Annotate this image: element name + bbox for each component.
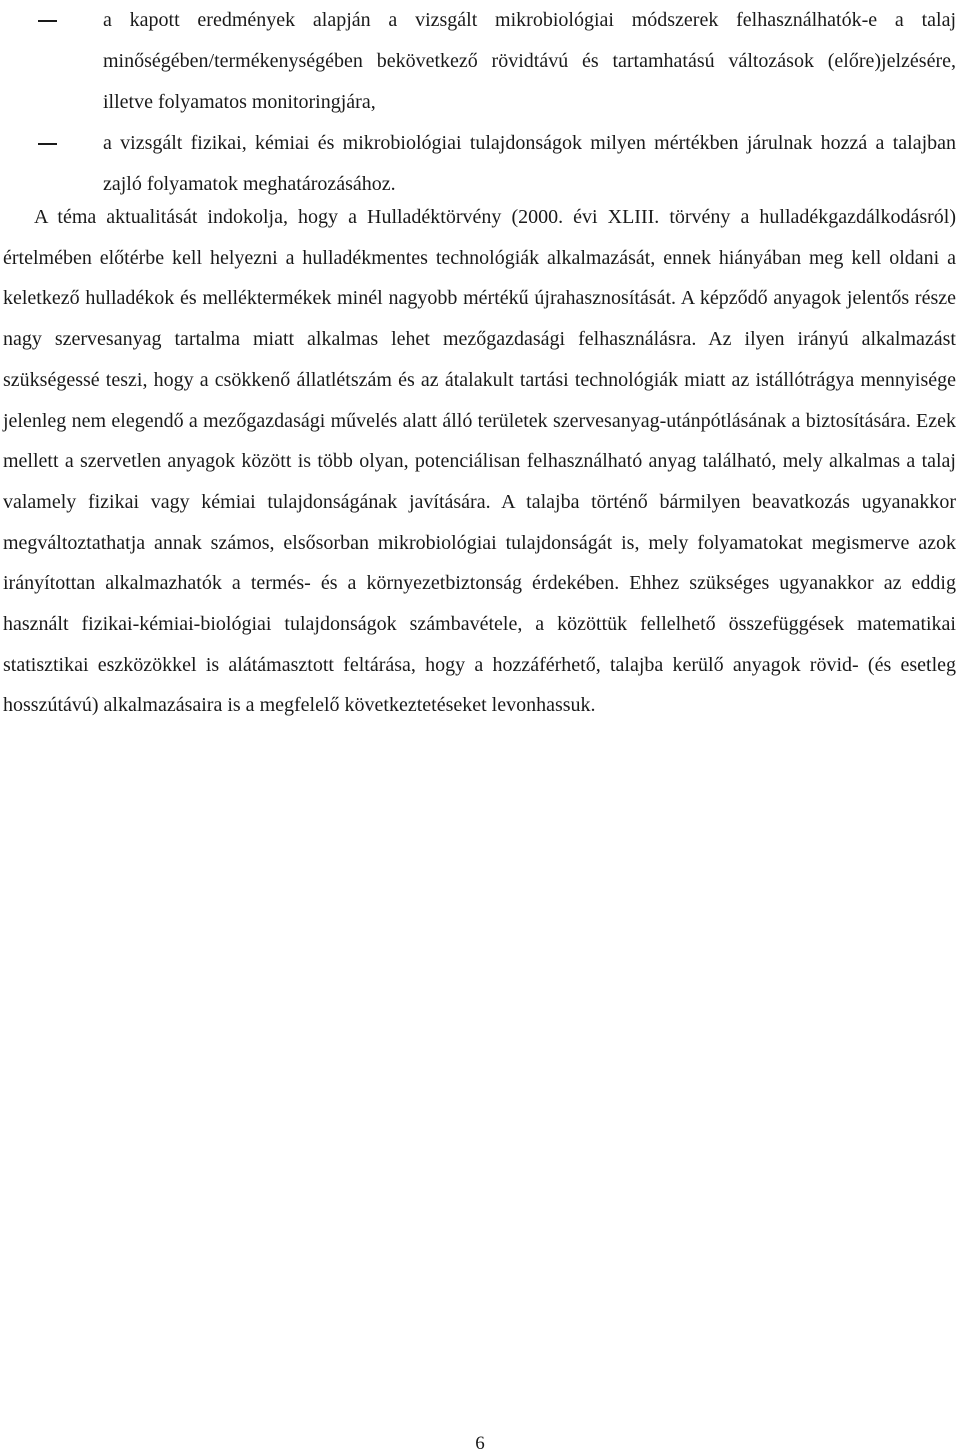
bullet-list [0, 0, 960, 205]
bullet-item [0, 0, 960, 123]
dash-bullet-icon [38, 20, 57, 22]
bullet-text: a kapott eredmények alapján a vizsgált mikrobiológiai módszerek felhasználhatók-e a talaj minőségében/termékenységében bekövetkező rövidtávú és tartamhatású változások (előre)jelzésére, illetve folyamatos monitoringjára, [103, 9, 956, 113]
page-number: 6 [475, 1433, 485, 1454]
dash-bullet-icon [38, 143, 57, 145]
body-paragraph: A téma aktualitását indokolja, hogy a Hulladéktörvény (2000. évi XLIII. törvény a hulladékgazdálkodásról) értelmében előtérbe kell helyezni a hulladékmentes technológiák alkalmazását, ennek hiányában meg kell oldani a keletkező hulladékok és melléktermékek minél nagyobb mértékű újrahasznosítását. A képződő anyagok jelentős része nagy szervesanyag tartalma miatt alkalmas lehet mezőgazdasági felhasználásra. Az ilyen irányú alkalmazást szükségessé teszi, hogy a csökkenő állatlétszám és az átalakult tartási technológiák miatt az istállótrágya mennyisége jelenleg nem elegendő a mezőgazdasági művelés alatt álló területek szervesanyag-utánpótlásának a biztosítására. Ezek mellett a szervetlen anyagok között is több olyan, potenciálisan felhasználható anyag található, mely alkalmas a talaj valamely fizikai vagy kémiai tulajdonságának javítására. A talajba történő bármilyen beavatkozás ugyanakkor megváltoztathatja annak számos, elsősorban mikrobiológiai tulajdonságát is, mely folyamatokat megismerve azok irányítottan alkalmazhatók a termés- és a környezetbiztonság érdekében. Ehhez szükséges ugyanakkor az eddig használt fizikai-kémiai-biológiai tulajdonságok számbavétele, a közöttük fellelhető összefüggések matematikai statisztikai eszközökkel is alátámasztott feltárása, hogy a hozzáférhető, talajba kerülő anyagok rövid- (és esetleg hosszútávú) alkalmazásaira is a megfelelő következtetéseket levonhassuk. [3, 206, 956, 717]
bullet-item [0, 123, 960, 205]
bullet-text: a vizsgált fizikai, kémiai és mikrobiológiai tulajdonságok milyen mértékben járulnak hozzá a talajban zajló folyamatok meghatározásához. [103, 132, 956, 195]
